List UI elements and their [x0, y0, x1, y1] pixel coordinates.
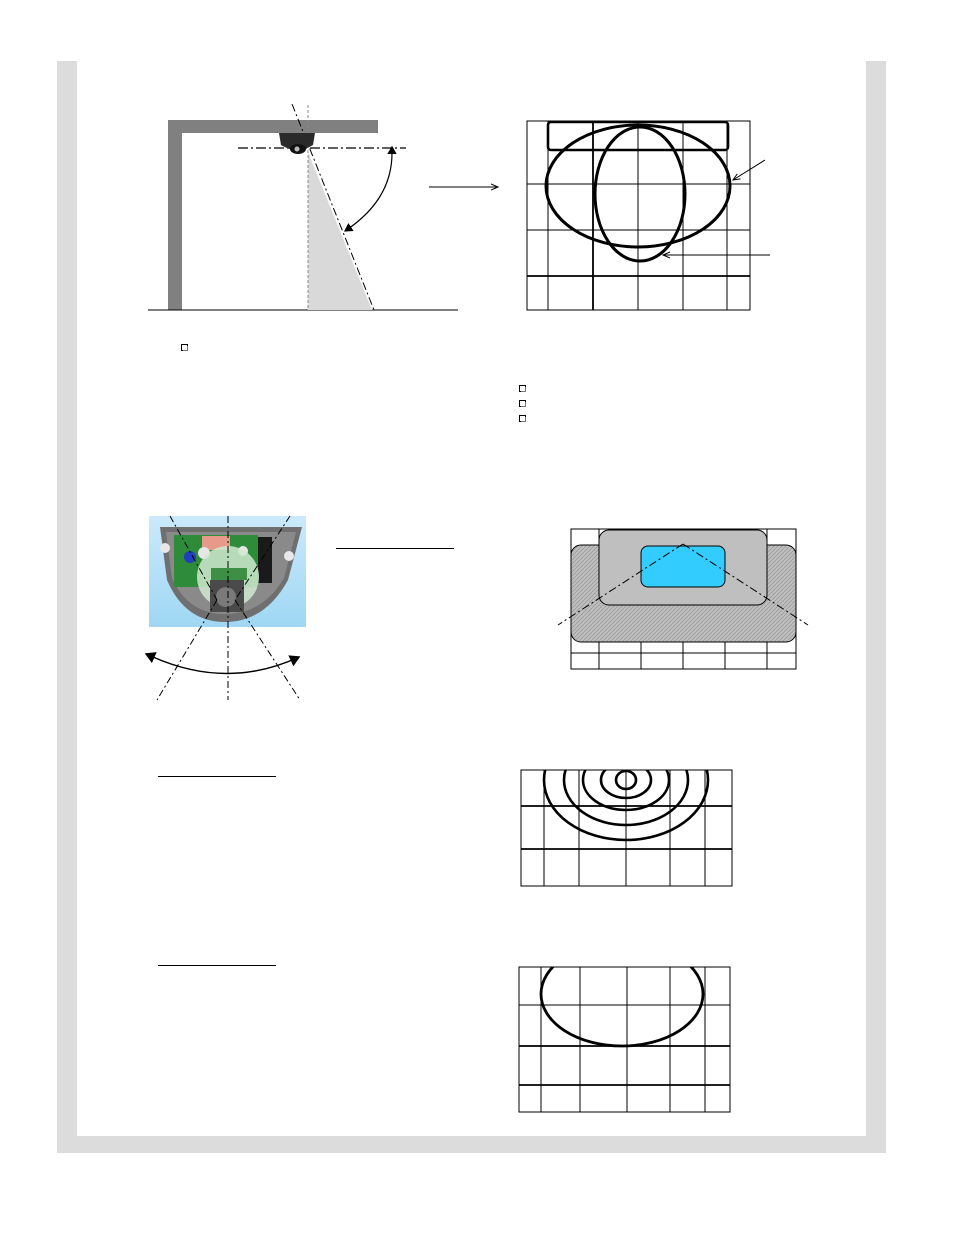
- mounting-side-view: [148, 104, 458, 310]
- single-oval-range-grid: [519, 942, 730, 1112]
- detection-cone: [308, 152, 372, 310]
- wall: [168, 120, 182, 310]
- ceiling: [168, 120, 378, 133]
- pcb-rotation-photo: [149, 516, 306, 700]
- concentric-range-grid: [521, 720, 732, 886]
- camera-dome-icon: [279, 133, 315, 154]
- detection-pattern-top-grid: [527, 121, 770, 310]
- zone-map-grid: [558, 529, 808, 669]
- double-arrow-arc-icon: [345, 153, 392, 231]
- double-arrow-arc-icon: [153, 657, 299, 674]
